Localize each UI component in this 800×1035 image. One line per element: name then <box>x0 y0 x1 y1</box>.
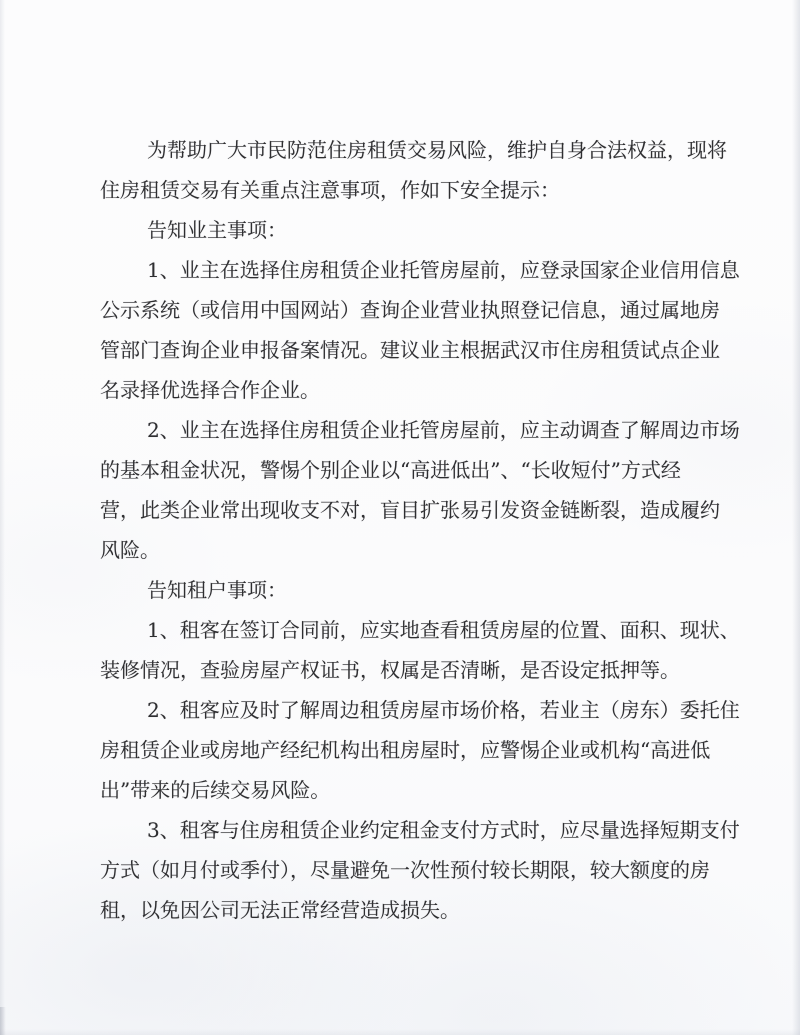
text-line: 2、业主在选择住房租赁企业托管房屋前，应主动调查了解周边市场 <box>147 418 740 442</box>
text-line: 管部门查询企业申报备案情况。建议业主根据武汉市住房租赁试点企业 <box>100 338 720 362</box>
owner-notice-heading <box>100 210 748 250</box>
tenant-item-2 <box>100 690 748 810</box>
text-line: 告知租户事项： <box>147 578 287 602</box>
tenant-notice-heading <box>100 570 748 610</box>
text-line: 住房租赁交易有关重点注意事项，作如下安全提示： <box>100 178 560 202</box>
text-line: 公示系统（或信用中国网站）查询企业营业执照登记信息，通过属地房 <box>100 298 720 322</box>
text-line: 出”带来的后续交易风险。 <box>100 778 331 802</box>
scan-bottom-edge-shade <box>0 1029 800 1035</box>
scan-right-edge-shade <box>792 0 800 1035</box>
owner-item-1 <box>100 250 748 410</box>
text-line: 3、租客与住房租赁企业约定租金支付方式时，应尽量选择短期支付 <box>147 818 740 842</box>
text-line: 2、租客应及时了解周边租赁房屋市场价格，若业主（房东）委托住 <box>147 698 740 722</box>
text-line: 1、租客在签订合同前，应实地查看租赁房屋的位置、面积、现状、 <box>147 618 740 642</box>
text-line: 1、业主在选择住房租赁企业托管房屋前，应登录国家企业信用信息 <box>147 258 740 282</box>
text-line: 为帮助广大市民防范住房租赁交易风险，维护自身合法权益，现将 <box>147 138 727 162</box>
text-line: 的基本租金状况，警惕个别企业以“高进低出”、“长收短付”方式经 <box>100 458 681 482</box>
text-line: 名录择优选择合作企业。 <box>100 378 320 402</box>
owner-item-2 <box>100 410 748 570</box>
text-line: 装修情况，查验房屋产权证书，权属是否清晰，是否设定抵押等。 <box>100 658 680 682</box>
tenant-item-3 <box>100 810 748 930</box>
text-line: 风险。 <box>100 538 160 562</box>
text-line: 营，此类企业常出现收支不对，盲目扩张易引发资金链断裂，造成履约 <box>100 498 720 522</box>
tenant-item-1 <box>100 610 748 690</box>
text-line: 租，以免因公司无法正常经营造成损失。 <box>100 898 460 922</box>
intro-paragraph <box>100 130 748 210</box>
scan-corner-artifact <box>0 1007 6 1035</box>
text-line: 方式（如月付或季付），尽量避免一次性预付较长期限，较大额度的房 <box>100 858 710 882</box>
text-line: 告知业主事项： <box>147 218 287 242</box>
document-text-block <box>100 130 748 930</box>
scan-left-edge-shade <box>0 0 5 1035</box>
text-line: 房租赁企业或房地产经纪机构出租房屋时，应警惕企业或机构“高进低 <box>100 738 711 762</box>
